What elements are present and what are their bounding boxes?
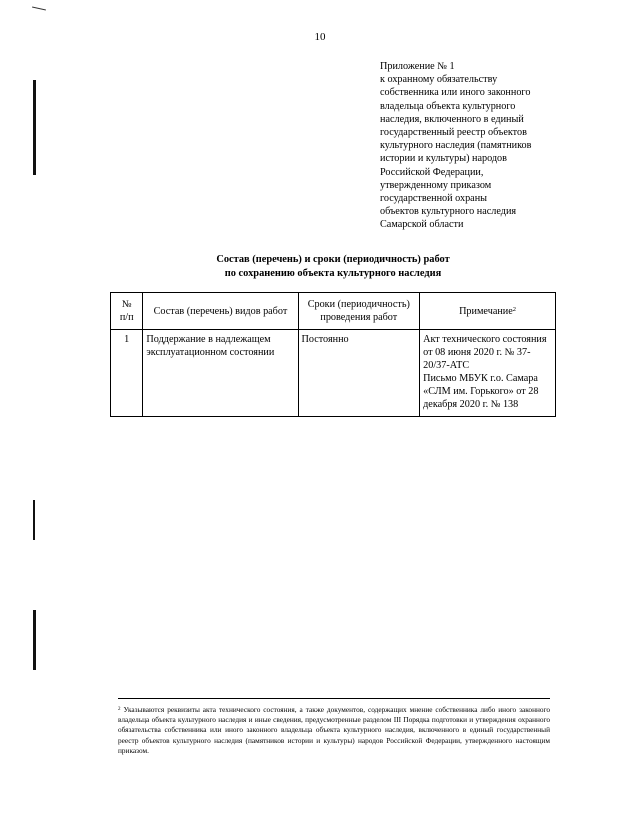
header-terms: Сроки (периодичность) проведения работ bbox=[298, 293, 420, 330]
scan-edge-artifact bbox=[33, 500, 35, 540]
appendix-line: объектов культурного наследия bbox=[380, 206, 517, 218]
table-row bbox=[111, 330, 556, 417]
appendix-line: истории и культуры) народов bbox=[380, 153, 507, 165]
appendix-line: собственника или иного законного bbox=[380, 87, 531, 99]
footnote bbox=[118, 705, 550, 756]
appendix-line: владельца объекта культурного bbox=[380, 100, 516, 112]
header-note bbox=[420, 293, 556, 330]
works-table bbox=[110, 292, 556, 417]
cell-note bbox=[420, 330, 556, 417]
appendix-line: государственной охраны bbox=[380, 193, 487, 205]
footnote-ref: 2 bbox=[512, 305, 517, 313]
footnote-divider bbox=[118, 698, 550, 699]
appendix-line: Самарской области bbox=[380, 219, 464, 231]
header-work: Состав (перечень) видов работ bbox=[143, 293, 298, 330]
appendix-line: утвержденному приказом bbox=[380, 179, 492, 191]
scan-edge-artifact bbox=[33, 610, 36, 670]
header-number bbox=[111, 293, 143, 330]
appendix-header bbox=[380, 60, 590, 232]
cell-number: 1 bbox=[111, 330, 143, 417]
footnote-mark: 2 bbox=[118, 707, 121, 712]
note-act: Акт технического состояния от 08 июня 2020 г. № 37-20/37-АТС bbox=[423, 334, 547, 371]
cell-work: Поддержание в надлежащем эксплуатационном состоянии bbox=[143, 330, 298, 417]
title-line: Состав (перечень) и сроки (периодичность) работ bbox=[216, 254, 450, 265]
appendix-line: Приложение № 1 bbox=[380, 61, 455, 72]
appendix-line: Российской Федерации, bbox=[380, 166, 484, 178]
appendix-line: государственный реестр объектов bbox=[380, 127, 527, 139]
footnote-text: Указываются реквизиты акта технического состояния, а также документов, содержащих мнение собственника либо иного законного владельца объекта культурного наследия и иные сведения, предусмотренные разделом III Порядка подготовки и утверждения охранного обязательства собственника или иного законного владельца объекта культурного наследия, включенного в единый государственный реестр объектов культурного наследия (памятников истории и культуры) народов Российской Федерации, утвержденного настоящим приказом. bbox=[118, 705, 550, 755]
page-number: 10 bbox=[314, 31, 326, 43]
header-number-symbol: № bbox=[121, 299, 132, 310]
scan-edge-artifact bbox=[33, 80, 36, 175]
appendix-line: наследия, включенного в единый bbox=[380, 113, 524, 125]
appendix-line: культурного наследия (памятников bbox=[380, 140, 532, 152]
table-header-row bbox=[111, 293, 556, 330]
appendix-line: к охранному обязательству bbox=[380, 74, 498, 86]
header-number-abbr: п/п bbox=[119, 312, 134, 323]
scan-artifact-mark bbox=[32, 7, 46, 11]
note-letter: Письмо МБУК г.о. Самара «СЛМ им. Горького» от 28 декабря 2020 г. № 138 bbox=[423, 373, 539, 410]
document-title bbox=[110, 253, 556, 281]
cell-terms: Постоянно bbox=[298, 330, 420, 417]
header-note-label: Примечание bbox=[459, 305, 513, 317]
title-line: по сохранению объекта культурного наследия bbox=[224, 268, 442, 279]
